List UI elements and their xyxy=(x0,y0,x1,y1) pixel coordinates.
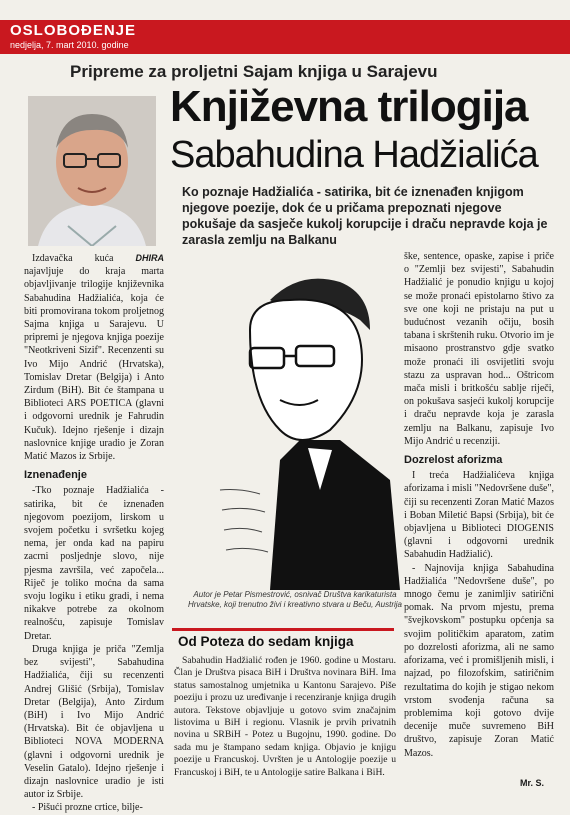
article-column-right xyxy=(404,250,554,760)
article-column-left xyxy=(24,252,164,815)
paragraph: - Pišući prozne crtice, bilje- xyxy=(32,802,143,814)
box-title: Od Poteza do sedam knjiga xyxy=(178,634,354,649)
author-bio-box xyxy=(174,655,396,779)
publisher-brand: DHIRA xyxy=(135,253,164,263)
caricature-illustration xyxy=(210,260,400,590)
paragraph: ške, sentence, opaske, zapise i priče o "Zemlji bez svijesti", Sabahudin Hadžialić je ponudio knjigu u kojoj se može pronaći epistolarno štivo za sve one koji ne pristaju na put u budućnost vezanih očiju, bosih tabana i skrštenih ruku. Otvorio im je misaono prostranstvo gdje svatko može pronaći ili osvijetliti svoju stazu za uspravan hod... Oštricom mača misli i britkošću sablje riječi, on pokušava sasjeći kukolj korupcije i draču nepravde koja je zarasla zemlju na Balkanu, zapisuje Ivo Mijo Andrić u recenziji. xyxy=(404,251,554,447)
newspaper-name: OSLOBOĐENJE xyxy=(10,22,137,39)
lead-text: Izdavačka kuća xyxy=(32,253,114,264)
paragraph: Sabahudin Hadžialić rođen je 1960. godine u Mostaru. Član je Društva pisaca BiH i Društva novinara BiH. Ima status samostalnog umjetnika u Kantonu Sarajevo. Piše poeziju i prozu uz uređivanje i recenziranje knjiga drugih autora. Tekstove objavljuje u gotovo svim značajnim listovima u BiH i regionu. Vlasnik je prvih privatnih novina u SRBiH - Potez u Bugojnu, 1990. godine. Do sada mu je štampano sedam knjiga. Objavio je knjigu poezije u Francuskoj. Uvršten je u Antologije poezije u Francuskoj i BiH, te u Antologije satire Balkana i BiH. xyxy=(174,655,396,778)
paragraph: najavljuje do kraja marta objavljivanje trilogije književnika Sabahudina Hadžialića, koja će biti promovirana tokom proljetnog Sajma knjiga u Sarajevu. U pripremi je njegova knjiga poezije "Neotkriveni Sizif". Recenzenti su Ivo Mijo Andrić (Hrvatska), Tomislav Dretar (Belgija) i Anto Zirdum (BiH). Bit će štampana u Biblioteci ARS POETICA (glavni i odgovorni urednik je Fahrudin Kučuk). Idejno rješenje i dizajn naslovnice knjige uradio je Zoran Matić Mazos iz Srbije. xyxy=(24,266,164,463)
article-deck: Ko poznaje Hadžialića - satirika, bit će iznenađen knjigom njegove poezije, dok će u pričama prepoznati njegove pokušaje da sasječe kukolj korupcije i draču nepravde koja je zarasla zemlju na Balkanu xyxy=(182,185,548,247)
article-kicker: Pripreme za proljetni Sajam knjiga u Sarajevu xyxy=(70,62,438,81)
subheading-surprise: Iznenađenje xyxy=(24,469,87,482)
author-photo xyxy=(28,96,156,246)
author-signature: Mr. S. xyxy=(520,778,545,788)
issue-date: nedjelja, 7. mart 2010. godine xyxy=(10,40,129,50)
paragraph: Druga knjiga je priča "Zemlja bez svijesti", Sabahudina Hadžialića, čiji su recenzenti Andrej Glišić (Srbija), Tomislav Dretar (Belgija), Anto Zirdum (BiH) i Ivo Mijo Andrić (Hrvatska). Bit će objavljena u Biblioteci NOVA MODERNA (glavni i odgovorni urednik je Veselin Gatalo). Idejno rješenje i dizajn naslovnice uradio je isti autor iz Srbije. xyxy=(24,643,164,801)
headline-line-1: Književna trilogija xyxy=(170,82,528,131)
box-rule xyxy=(172,628,394,631)
subheading-aphorism: Dozrelost aforizma xyxy=(404,454,503,467)
paragraph: - Najnovija knjiga Sabahudina Hadžialića "Nedovršene duše", po mnogo čemu je zanimljiv satirični pomak. Na prvom mjestu, prema "švejkovskom" postupku općenja sa svojim političkim aparatom, zatim po dozrelosti aforizma, ali ne samo aforizama, već i promišljenih misli, i najzad, po filozofskim, satiričnim rezultatima do kojih je stigao nekom vrstom svođenja računa sa problemima koji gotovo dvije decenije muče suvremeno BiH društvo, zapisuje Zoran Matić Mazos. xyxy=(404,562,554,759)
paragraph: -Tko poznaje Hadžialića - satirika, bit će iznenađen njegovom poezijom, lirskom u svojem početku i svršetku kojeg nema, jer onda kad na papiru zacrni posljednje slovo, nije pjesma završila, već započela... Riječ je toliko moćna da sama svoju logiku i etiku gradi, i nema nikakve potrebe za okolnom realnošću, zapisuje Tomislav Dretar. xyxy=(24,485,164,642)
paragraph: I treća Hadžialićeva knjiga aforizama i misli "Nedovršene duše", čiji su recenzenti Zoran Matić Mazos i Boban Miletić Bapsi (Srbija), bit će objavljena u Biblioteci DIOGENIS (glavni i odgovorni urednik Sabahudin Hadžialić). xyxy=(404,470,554,561)
headline-line-2: Sabahudina Hadžialića xyxy=(170,134,538,176)
caricature-caption: Autor je Petar Pismestrović, osnivač Društva karikaturista Hrvatske, koji trenutno živi i kreativno stvara u Beču, Austrija xyxy=(187,590,402,609)
